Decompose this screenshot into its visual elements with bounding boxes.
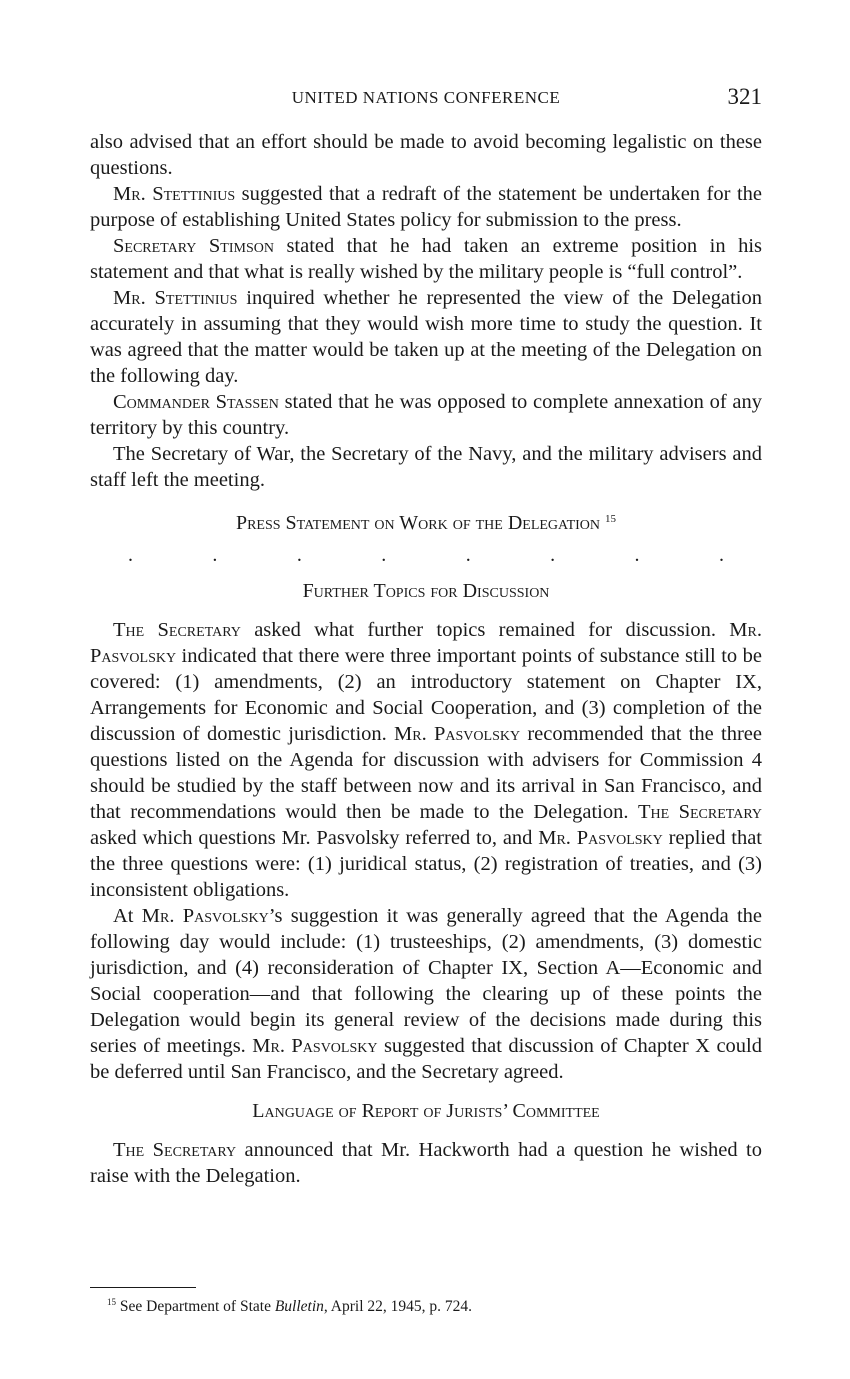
paragraph-text: inquired whether he represented the view of the Delegation accurately in assuming that they would wish more time to study the question. It was agreed that the matter would be taken up at the meeting of the Delegation on the following day.	[90, 287, 762, 387]
section-heading-further-topics: Further Topics for Discussion	[302, 580, 550, 602]
ellipsis-dot: .	[718, 544, 724, 566]
footnote-text: , April 22, 1945, p. 724.	[323, 1298, 473, 1315]
paragraph-6: The Secretary of War, the Secretary of the Navy, and the military advisers and staff left the meeting.	[90, 443, 762, 491]
omission-ellipsis	[90, 545, 762, 565]
speaker-name: Mr. Pasvolsky	[252, 1035, 378, 1057]
paragraph-9	[90, 1137, 762, 1189]
footnote-number: 15	[107, 1297, 116, 1307]
paragraph-text: replied that the three questions were: (1) juridical status, (2) registration of treaties, and (3) inconsistent obligations.	[90, 827, 763, 901]
page-number: 321	[727, 84, 762, 109]
speaker-name: Mr. Pasvolsky	[90, 619, 762, 667]
ellipsis-dot: .	[381, 544, 387, 566]
paragraph-text: asked which questions Mr. Pasvolsky referred to, and	[90, 827, 539, 849]
paragraph-text: At	[113, 905, 142, 927]
ellipsis-dot: .	[212, 544, 218, 566]
paragraph-7	[90, 617, 762, 903]
paragraph-text: stated that he had taken an extreme position in his statement and that what is really wished by the military people is “full control”.	[90, 235, 762, 283]
paragraph-text: indicated that there were three important points of substance still to be covered: (1) amendments, (2) an introductory statement on Chapter IX, Arrangements for Economic and Social Cooperation, and (3) completion of the discussion of domestic jurisdiction.	[90, 645, 762, 745]
page-header	[90, 84, 762, 114]
paragraph-text: suggested that discussion of Chapter X could be deferred until San Francisco, and the Secretary agreed.	[90, 1035, 762, 1083]
footnote-publication: Bulletin	[274, 1298, 324, 1315]
body-text	[90, 129, 762, 1189]
paragraph-text: suggested that a redraft of the statement be undertaken for the purpose of establishing United States policy for submission to the press.	[90, 183, 762, 231]
paragraph-2	[90, 181, 762, 233]
ellipsis-dot: .	[128, 544, 133, 566]
paragraph-text: announced that Mr. Hackworth had a question he wished to raise with the Delegation.	[90, 1139, 762, 1187]
paragraph-text: recommended that the three questions listed on the Agenda for discussion with advisers for Commission 4 should be studied by the staff between now and its arrival in San Francisco, and that recommendations would then be made to the Delegation.	[90, 723, 762, 823]
speaker-name: Mr. Stettinius	[113, 183, 236, 205]
footnote-reference: 15	[605, 513, 617, 525]
running-head: UNITED NATIONS CONFERENCE	[291, 88, 561, 107]
paragraph-1: also advised that an effort should be made to avoid becoming legalistic on these questions.	[90, 131, 762, 179]
footnote-divider	[90, 1287, 196, 1288]
footnote	[107, 1297, 472, 1316]
footnote-text: See Department of State	[116, 1298, 275, 1315]
speaker-name: The Secretary	[113, 619, 241, 641]
paragraph-8	[90, 903, 762, 1085]
paragraph-4	[90, 285, 762, 389]
ellipsis-dot: .	[296, 544, 302, 566]
heading-text: Press Statement on Work of the Delegation	[235, 512, 601, 534]
speaker-name: The Secretary	[637, 801, 762, 823]
ellipsis-dot: .	[550, 544, 556, 566]
paragraph-3	[90, 233, 762, 285]
speaker-name: Mr. Pasvolsky	[394, 723, 521, 745]
section-heading-press-statement	[90, 506, 762, 536]
speaker-name: Mr. Stettinius	[113, 287, 238, 309]
ellipsis-dot: .	[465, 544, 471, 566]
paragraph-text: stated that he was opposed to complete annexation of any territory by this country.	[90, 391, 763, 439]
paragraph-text: asked what further topics remained for discussion.	[240, 619, 730, 641]
paragraph-text: ’s suggestion it was generally agreed that the Agenda the following day would include: (1) trusteeships, (2) amendments, (3) domestic jurisdiction, and (4) reconsideration of Chapter IX, Section A—Economic and Social cooperation—and that following the clearing up of these points the Delegation would begin its general review of the decisions made during this series of meetings.	[90, 905, 762, 1057]
paragraph-5	[90, 389, 762, 441]
speaker-name: Commander Stassen	[113, 391, 279, 413]
speaker-name: Mr. Pasvolsky	[538, 827, 663, 849]
speaker-name: Mr. Pasvolsky	[141, 905, 269, 927]
ellipsis-dot: .	[634, 544, 640, 566]
section-heading-language-report: Language of Report of Jurists’ Committee	[252, 1100, 600, 1122]
speaker-name: Secretary Stimson	[113, 235, 274, 257]
speaker-name: The Secretary	[113, 1139, 237, 1161]
